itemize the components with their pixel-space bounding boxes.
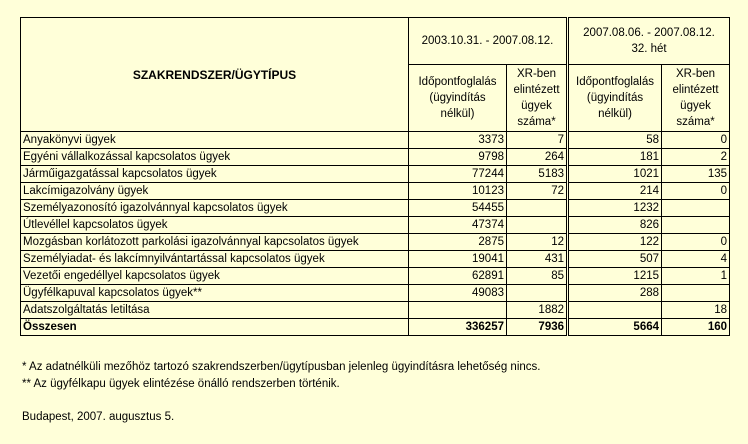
- cell-booking-total: 336257: [409, 319, 507, 336]
- cell-booking-total: 47374: [409, 217, 507, 234]
- header-period-week: [568, 18, 730, 65]
- cell-xr-week: [662, 285, 730, 302]
- cell-booking-week: [568, 302, 662, 319]
- header-week-number: 32. hét: [631, 43, 667, 55]
- row-name: Személyazonosító igazolvánnyal kapcsolatos ügyek: [21, 200, 409, 217]
- cell-xr-total: 12: [507, 234, 568, 251]
- header-xr-count: XR-ben elintézett ügyek száma*: [662, 65, 730, 132]
- cell-booking-total: 3373: [409, 132, 507, 149]
- footnote-1: * Az adatnélküli mezőhöz tartozó szakrendszerben/ügytípusban jelenleg ügyindításra lehetőség nincs.: [22, 361, 541, 373]
- cell-booking-total: 10123: [409, 183, 507, 200]
- cell-xr-total: 1882: [507, 302, 568, 319]
- row-name: Lakcímigazolvány ügyek: [21, 183, 409, 200]
- cell-xr-week: 2: [662, 149, 730, 166]
- cell-xr-week: [662, 217, 730, 234]
- cell-xr-total: [507, 200, 568, 217]
- cell-booking-week: 1232: [568, 200, 662, 217]
- row-name: Adatszolgáltatás letiltása: [21, 302, 409, 319]
- statistics-table: [20, 17, 730, 336]
- row-name: Összesen: [21, 319, 409, 336]
- cell-xr-week: [662, 200, 730, 217]
- footnotes: [22, 359, 540, 393]
- cell-booking-week: 5664: [568, 319, 662, 336]
- cell-booking-week: 507: [568, 251, 662, 268]
- table-row: [21, 268, 730, 285]
- table-row: [21, 285, 730, 302]
- cell-booking-week: 1021: [568, 166, 662, 183]
- cell-booking-total: 62891: [409, 268, 507, 285]
- table-row: [21, 217, 730, 234]
- row-name: Járműigazgatással kapcsolatos ügyek: [21, 166, 409, 183]
- cell-xr-week: 4: [662, 251, 730, 268]
- table-row: [21, 200, 730, 217]
- cell-booking-week: 214: [568, 183, 662, 200]
- header-booking: Időpontfoglalás (ügyindítás nélkül): [409, 65, 507, 132]
- cell-booking-week: 122: [568, 234, 662, 251]
- cell-xr-total: [507, 217, 568, 234]
- row-name: Mozgásban korlátozott parkolási igazolvánnyal kapcsolatos ügyek: [21, 234, 409, 251]
- table-row: [21, 234, 730, 251]
- cell-booking-total: 54455: [409, 200, 507, 217]
- cell-xr-week: 160: [662, 319, 730, 336]
- cell-booking-week: 1215: [568, 268, 662, 285]
- table-body: [21, 132, 730, 336]
- row-name: Vezetői engedéllyel kapcsolatos ügyek: [21, 268, 409, 285]
- footnote-2: ** Az ügyfélkapu ügyek elintézése önálló rendszerben történik.: [22, 378, 340, 390]
- row-name: Egyéni vállalkozással kapcsolatos ügyek: [21, 149, 409, 166]
- cell-booking-total: [409, 302, 507, 319]
- cell-booking-total: 2875: [409, 234, 507, 251]
- row-name: Személyiadat- és lakcímnyilvántartással kapcsolatos ügyek: [21, 251, 409, 268]
- cell-xr-total: [507, 285, 568, 302]
- table-row: [21, 302, 730, 319]
- table-row: [21, 251, 730, 268]
- cell-booking-total: 19041: [409, 251, 507, 268]
- cell-booking-total: 49083: [409, 285, 507, 302]
- table-row: [21, 166, 730, 183]
- cell-xr-total: 85: [507, 268, 568, 285]
- cell-booking-total: 9798: [409, 149, 507, 166]
- cell-xr-week: 18: [662, 302, 730, 319]
- cell-xr-week: 0: [662, 234, 730, 251]
- row-name: Útlevéllel kapcsolatos ügyek: [21, 217, 409, 234]
- cell-xr-total: 7: [507, 132, 568, 149]
- total-row: [21, 319, 730, 336]
- table-row: [21, 132, 730, 149]
- cell-xr-total: 7936: [507, 319, 568, 336]
- table-row: [21, 183, 730, 200]
- cell-xr-total: 431: [507, 251, 568, 268]
- cell-xr-total: 72: [507, 183, 568, 200]
- row-name: Ügyfélkapuval kapcsolatos ügyek**: [21, 285, 409, 302]
- cell-booking-week: 58: [568, 132, 662, 149]
- cell-xr-total: 264: [507, 149, 568, 166]
- cell-booking-week: 826: [568, 217, 662, 234]
- header-case-type: SZAKRENDSZER/ÜGYTÍPUS: [21, 18, 409, 132]
- cell-xr-total: 5183: [507, 166, 568, 183]
- table-row: [21, 149, 730, 166]
- header-period-total: 2003.10.31. - 2007.08.12.: [409, 18, 568, 65]
- header-xr-count: XR-ben elintézett ügyek száma*: [507, 65, 568, 132]
- place-date: Budapest, 2007. augusztus 5.: [22, 411, 175, 423]
- header-period-week-range: 2007.08.06. - 2007.08.12.: [583, 27, 715, 39]
- cell-booking-total: 77244: [409, 166, 507, 183]
- header-booking: Időpontfoglalás (ügyindítás nélkül): [568, 65, 662, 132]
- cell-xr-week: 1: [662, 268, 730, 285]
- cell-booking-week: 288: [568, 285, 662, 302]
- row-name: Anyakönyvi ügyek: [21, 132, 409, 149]
- cell-xr-week: 135: [662, 166, 730, 183]
- cell-booking-week: 181: [568, 149, 662, 166]
- cell-xr-week: 0: [662, 132, 730, 149]
- cell-xr-week: 0: [662, 183, 730, 200]
